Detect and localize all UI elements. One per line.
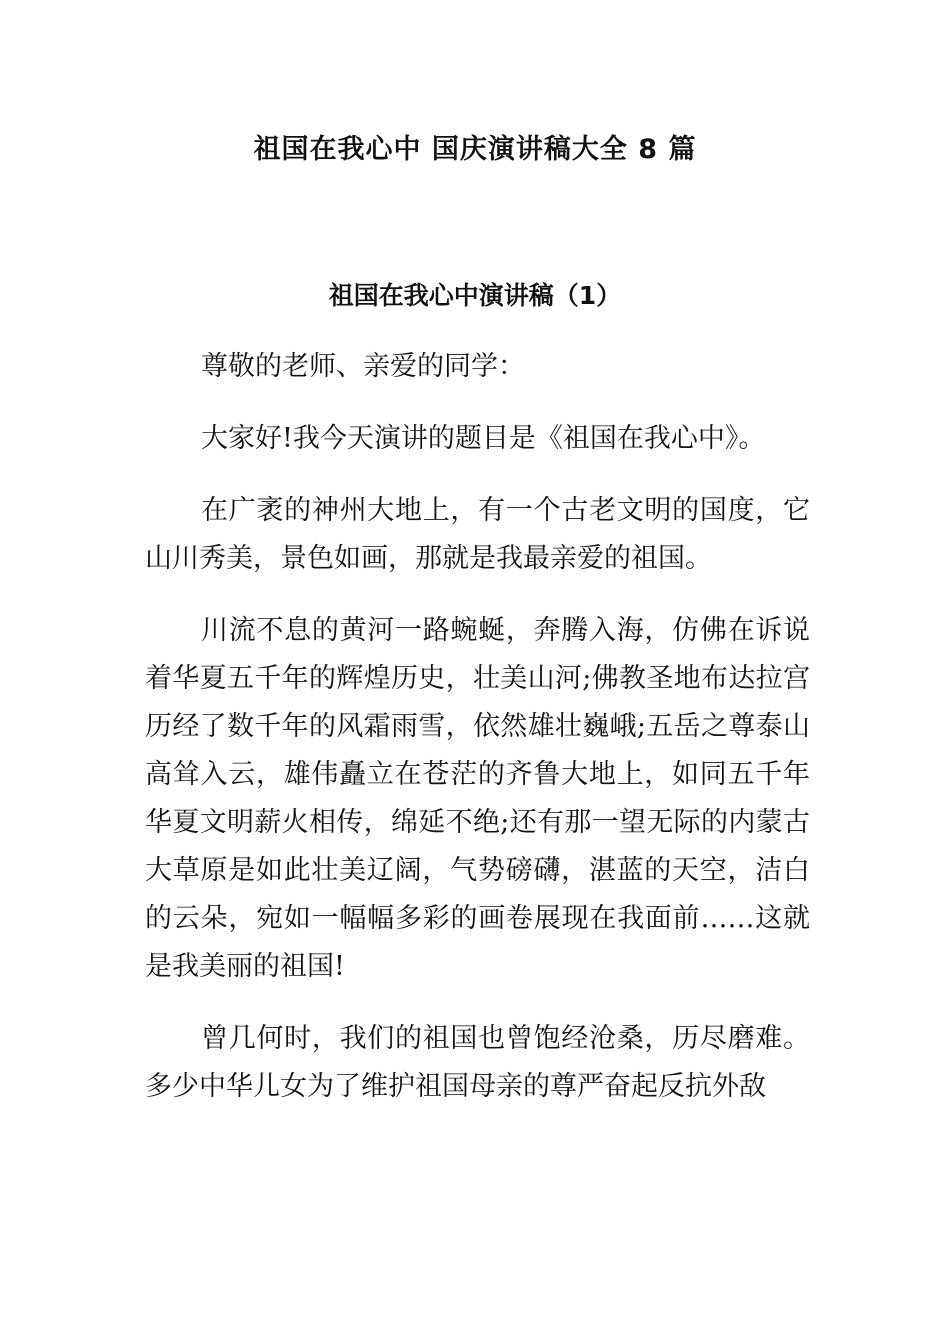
paragraph-intro: 大家好!我今天演讲的题目是《祖国在我心中》。 (201, 423, 766, 454)
paragraph-history: 曾几何时，我们的祖国也曾饱经沧桑，历尽磨难。多少中华儿女为了维护祖国母亲的尊严奋起反抗外敌 (145, 1023, 810, 1102)
section-title: 祖国在我心中演讲稿（1） (328, 281, 622, 310)
paragraph-greeting: 尊敬的老师、亲爱的同学： (201, 351, 525, 382)
document-title: 祖国在我心中 国庆演讲稿大全 8 篇 (253, 134, 697, 165)
document-body (145, 343, 810, 1135)
paragraph-land: 在广袤的神州大地上，有一个古老文明的国度，它山川秀美，景色如画，那就是我最亲爱的祖国。 (145, 495, 810, 574)
paragraph-scenery: 川流不息的黄河一路蜿蜒，奔腾入海，仿佛在诉说着华夏五千年的辉煌历史，壮美山河;佛教圣地布达拉宫历经了数千年的风霜雨雪，依然雄壮巍峨;五岳之尊泰山高耸入云，雄伟矗立在苍茫的齐鲁大地上，如同五千年华夏文明薪火相传，绵延不绝;还有那一望无际的内蒙古大草原是如此壮美辽阔，气势磅礴，湛蓝的天空，洁白的云朵，宛如一幅幅多彩的画卷展现在我面前……这就是我美丽的祖国! (145, 615, 810, 982)
